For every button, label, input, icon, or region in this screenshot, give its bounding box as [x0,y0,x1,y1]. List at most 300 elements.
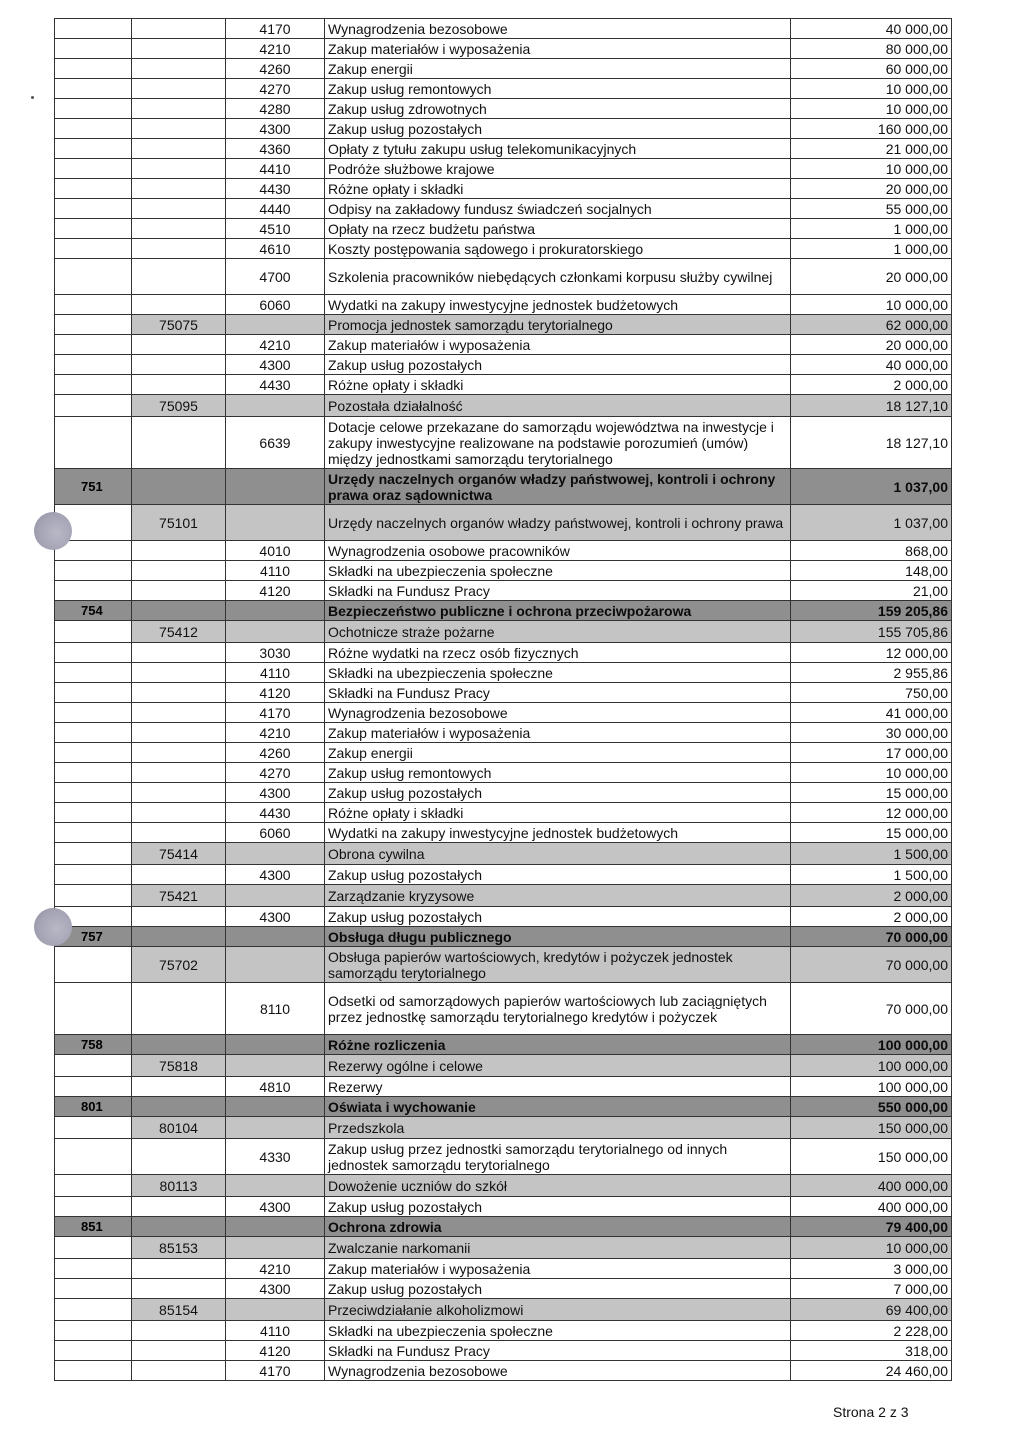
paragraf-code: 4270 [226,79,325,99]
dzial-code [55,417,132,469]
dzial-code [55,643,132,663]
item-name: Różne wydatki na rzecz osób fizycznych [325,643,791,663]
amount: 15 000,00 [791,783,952,803]
paragraf-code: 4700 [226,259,325,295]
paragraf-code [226,601,325,621]
rozdzial-code: 80113 [132,1175,226,1197]
item-name: Obrona cywilna [325,843,791,865]
dzial-code [55,259,132,295]
paragraf-row [55,823,952,843]
item-name: Koszty postępowania sądowego i prokuratorskiego [325,239,791,259]
amount: 868,00 [791,541,952,561]
rozdzial-code [132,39,226,59]
budget-table [54,18,952,1381]
rozdzial-code [132,865,226,885]
rozdzial-code [132,179,226,199]
item-name: Zakup usług pozostałych [325,1197,791,1217]
dzial-code [55,803,132,823]
paragraf-row [55,723,952,743]
item-name: Składki na ubezpieczenia społeczne [325,663,791,683]
paragraf-code [226,927,325,947]
dzial-code [55,219,132,239]
paragraf-code [226,843,325,865]
rozdzial-row [55,1175,952,1197]
dzial-code [55,375,132,395]
rozdzial-code [132,199,226,219]
punch-hole [34,512,72,550]
dzial-code [55,295,132,315]
rozdzial-code [132,219,226,239]
dzial-code [55,1321,132,1341]
paragraf-row [55,19,952,39]
rozdzial-code [132,119,226,139]
rozdzial-code [132,561,226,581]
rozdzial-row [55,395,952,417]
amount: 10 000,00 [791,79,952,99]
item-name: Podróże służbowe krajowe [325,159,791,179]
paragraf-code [226,1117,325,1139]
item-name: Promocja jednostek samorządu terytorialnego [325,315,791,335]
dzial-code [55,683,132,703]
rozdzial-code: 75412 [132,621,226,643]
dzial-row [55,927,952,947]
dzial-code [55,1341,132,1361]
amount: 100 000,00 [791,1077,952,1097]
rozdzial-code: 75101 [132,505,226,541]
paragraf-row [55,79,952,99]
dzial-code [55,885,132,907]
paragraf-row [55,581,952,601]
amount: 3 000,00 [791,1259,952,1279]
dzial-code [55,703,132,723]
dzial-code [55,783,132,803]
paragraf-code: 4300 [226,865,325,885]
amount: 2 000,00 [791,885,952,907]
item-name: Ochotnicze straże pożarne [325,621,791,643]
item-name: Zakup usług zdrowotnych [325,99,791,119]
paragraf-row [55,417,952,469]
paragraf-row [55,259,952,295]
rozdzial-code [132,723,226,743]
dzial-code [55,621,132,643]
amount: 55 000,00 [791,199,952,219]
rozdzial-row [55,1055,952,1077]
paragraf-code: 4170 [226,19,325,39]
amount: 79 400,00 [791,1217,952,1237]
paragraf-row [55,643,952,663]
dzial-code: 754 [55,601,132,621]
dzial-row [55,1035,952,1055]
dzial-code: 751 [55,469,132,505]
paragraf-code: 4260 [226,743,325,763]
paragraf-row [55,295,952,315]
paragraf-code: 6060 [226,295,325,315]
paragraf-row [55,1077,952,1097]
item-name: Rezerwy ogólne i celowe [325,1055,791,1077]
item-name: Urzędy naczelnych organów władzy państwowej, kontroli i ochrony prawa [325,505,791,541]
rozdzial-code [132,643,226,663]
amount: 12 000,00 [791,803,952,823]
paragraf-row [55,219,952,239]
rozdzial-code [132,159,226,179]
rozdzial-code [132,601,226,621]
paragraf-code [226,1035,325,1055]
amount: 100 000,00 [791,1055,952,1077]
paragraf-code: 4330 [226,1139,325,1175]
paragraf-code [226,315,325,335]
paragraf-row [55,335,952,355]
paragraf-code: 8110 [226,983,325,1035]
paragraf-code [226,1217,325,1237]
item-name: Wynagrodzenia bezosobowe [325,19,791,39]
amount: 318,00 [791,1341,952,1361]
dzial-code [55,1299,132,1321]
amount: 10 000,00 [791,763,952,783]
item-name: Różne opłaty i składki [325,179,791,199]
rozdzial-code [132,927,226,947]
item-name: Zakup usług pozostałych [325,907,791,927]
paragraf-code: 4210 [226,335,325,355]
paragraf-row [55,139,952,159]
rozdzial-code [132,803,226,823]
rozdzial-code [132,783,226,803]
paragraf-code: 4300 [226,1279,325,1299]
rozdzial-code [132,79,226,99]
item-name: Różne opłaty i składki [325,375,791,395]
item-name: Zakup materiałów i wyposażenia [325,1259,791,1279]
paragraf-row [55,1279,952,1299]
dzial-code [55,39,132,59]
rozdzial-code [132,469,226,505]
dzial-code [55,1279,132,1299]
dzial-code [55,59,132,79]
rozdzial-code [132,335,226,355]
paragraf-row [55,375,952,395]
dzial-code [55,1175,132,1197]
paragraf-code: 4410 [226,159,325,179]
rozdzial-code [132,1259,226,1279]
rozdzial-code [132,1321,226,1341]
dzial-code [55,581,132,601]
dzial-code [55,663,132,683]
paragraf-row [55,803,952,823]
amount: 155 705,86 [791,621,952,643]
item-name: Zakup usług przez jednostki samorządu terytorialnego od innych jednostek samorządu terytorialnego [325,1139,791,1175]
amount: 2 000,00 [791,907,952,927]
dzial-code [55,561,132,581]
punch-hole [34,908,72,946]
paragraf-code: 4110 [226,561,325,581]
amount: 20 000,00 [791,335,952,355]
item-name: Odpisy na zakładowy fundusz świadczeń socjalnych [325,199,791,219]
dzial-code: 851 [55,1217,132,1237]
amount: 41 000,00 [791,703,952,723]
paragraf-row [55,99,952,119]
paragraf-row [55,39,952,59]
rozdzial-code [132,1361,226,1381]
item-name: Zakup energii [325,59,791,79]
dzial-code [55,335,132,355]
dzial-code [55,119,132,139]
amount: 10 000,00 [791,295,952,315]
paragraf-code: 4260 [226,59,325,79]
rozdzial-row [55,315,952,335]
dzial-row [55,601,952,621]
paragraf-code: 4270 [226,763,325,783]
item-name: Zakup materiałów i wyposażenia [325,335,791,355]
paragraf-code: 4120 [226,683,325,703]
paragraf-row [55,541,952,561]
rozdzial-code: 75075 [132,315,226,335]
paragraf-code: 4510 [226,219,325,239]
item-name: Wynagrodzenia bezosobowe [325,703,791,723]
item-name: Różne rozliczenia [325,1035,791,1055]
rozdzial-code [132,1341,226,1361]
dzial-code [55,763,132,783]
paragraf-row [55,159,952,179]
amount: 750,00 [791,683,952,703]
item-name: Przeciwdziałanie alkoholizmowi [325,1299,791,1321]
item-name: Wynagrodzenia osobowe pracowników [325,541,791,561]
amount: 7 000,00 [791,1279,952,1299]
amount: 1 500,00 [791,843,952,865]
item-name: Oświata i wychowanie [325,1097,791,1117]
dzial-code [55,159,132,179]
paragraf-row [55,1321,952,1341]
amount: 150 000,00 [791,1117,952,1139]
amount: 20 000,00 [791,259,952,295]
item-name: Zakup materiałów i wyposażenia [325,39,791,59]
rozdzial-row [55,947,952,983]
paragraf-row [55,683,952,703]
amount: 60 000,00 [791,59,952,79]
rozdzial-code [132,99,226,119]
rozdzial-row [55,1117,952,1139]
paragraf-code: 4430 [226,803,325,823]
rozdzial-code [132,355,226,375]
item-name: Zwalczanie narkomanii [325,1237,791,1259]
dzial-code: 758 [55,1035,132,1055]
item-name: Opłaty z tytułu zakupu usług telekomunikacyjnych [325,139,791,159]
rozdzial-code [132,743,226,763]
rozdzial-code [132,59,226,79]
paragraf-row [55,983,952,1035]
rozdzial-code [132,1139,226,1175]
paragraf-code [226,1097,325,1117]
paragraf-row [55,1139,952,1175]
item-name: Zakup usług pozostałych [325,1279,791,1299]
rozdzial-code [132,1217,226,1237]
rozdzial-code [132,259,226,295]
dzial-code [55,947,132,983]
paragraf-code [226,885,325,907]
dzial-row [55,1097,952,1117]
paragraf-code: 4210 [226,1259,325,1279]
rozdzial-row [55,1299,952,1321]
paragraf-code: 6639 [226,417,325,469]
item-name: Wynagrodzenia bezosobowe [325,1361,791,1381]
amount: 24 460,00 [791,1361,952,1381]
amount: 10 000,00 [791,1237,952,1259]
amount: 2 228,00 [791,1321,952,1341]
rozdzial-code [132,239,226,259]
dzial-code [55,723,132,743]
paragraf-code: 4210 [226,39,325,59]
paragraf-row [55,763,952,783]
paragraf-row [55,907,952,927]
dzial-code [55,1139,132,1175]
rozdzial-code [132,1279,226,1299]
paragraf-code: 4280 [226,99,325,119]
paragraf-code [226,947,325,983]
amount: 1 037,00 [791,505,952,541]
rozdzial-code [132,295,226,315]
paragraf-code: 4300 [226,783,325,803]
paragraf-row [55,783,952,803]
rozdzial-code [132,823,226,843]
dzial-code [55,139,132,159]
dzial-code [55,355,132,375]
paragraf-row [55,1197,952,1217]
item-name: Zakup materiałów i wyposażenia [325,723,791,743]
paragraf-code: 4300 [226,1197,325,1217]
paragraf-code: 4300 [226,355,325,375]
dzial-code [55,1077,132,1097]
amount: 18 127,10 [791,417,952,469]
item-name: Zakup usług pozostałych [325,783,791,803]
amount: 1 500,00 [791,865,952,885]
amount: 400 000,00 [791,1197,952,1217]
paragraf-code [226,395,325,417]
paragraf-row [55,703,952,723]
item-name: Obsługa długu publicznego [325,927,791,947]
item-name: Składki na Fundusz Pracy [325,581,791,601]
rozdzial-code: 75818 [132,1055,226,1077]
item-name: Zakup usług pozostałych [325,119,791,139]
paragraf-code: 4300 [226,119,325,139]
dzial-code [55,1055,132,1077]
amount: 2 955,86 [791,663,952,683]
amount: 40 000,00 [791,355,952,375]
paragraf-row [55,199,952,219]
amount: 70 000,00 [791,947,952,983]
rozdzial-code [132,541,226,561]
amount: 159 205,86 [791,601,952,621]
paragraf-row [55,119,952,139]
dzial-code [55,199,132,219]
rozdzial-code [132,907,226,927]
amount: 18 127,10 [791,395,952,417]
rozdzial-code [132,417,226,469]
item-name: Ochrona zdrowia [325,1217,791,1237]
paragraf-code: 4110 [226,663,325,683]
paragraf-code [226,505,325,541]
paragraf-row [55,743,952,763]
rozdzial-row [55,885,952,907]
dzial-code: 757 [55,927,132,947]
item-name: Bezpieczeństwo publiczne i ochrona przeciwpożarowa [325,601,791,621]
item-name: Rezerwy [325,1077,791,1097]
item-name: Zakup usług remontowych [325,79,791,99]
amount: 80 000,00 [791,39,952,59]
item-name: Zakup usług remontowych [325,763,791,783]
paragraf-code [226,1299,325,1321]
item-name: Zakup usług pozostałych [325,865,791,885]
amount: 69 400,00 [791,1299,952,1321]
amount: 400 000,00 [791,1175,952,1197]
rozdzial-code [132,683,226,703]
item-name: Składki na ubezpieczenia społeczne [325,561,791,581]
rozdzial-row [55,505,952,541]
rozdzial-row [55,1237,952,1259]
dzial-code [55,99,132,119]
amount: 1 037,00 [791,469,952,505]
dzial-code [55,395,132,417]
paragraf-code: 4210 [226,723,325,743]
amount: 550 000,00 [791,1097,952,1117]
item-name: Szkolenia pracowników niebędących członkami korpusu służby cywilnej [325,259,791,295]
dzial-code [55,1237,132,1259]
amount: 21,00 [791,581,952,601]
amount: 150 000,00 [791,1139,952,1175]
paragraf-row [55,59,952,79]
item-name: Dotacje celowe przekazane do samorządu województwa na inwestycje i zakupy inwestycyjne realizowane na podstawie porozumień (umów) między jednostkami samorządu terytorialnego [325,417,791,469]
dzial-row [55,469,952,505]
paragraf-code: 4430 [226,179,325,199]
item-name: Zakup energii [325,743,791,763]
amount: 40 000,00 [791,19,952,39]
amount: 12 000,00 [791,643,952,663]
scan-speck [31,96,34,99]
amount: 62 000,00 [791,315,952,335]
paragraf-code: 4440 [226,199,325,219]
rozdzial-code [132,375,226,395]
amount: 10 000,00 [791,99,952,119]
paragraf-code: 4170 [226,703,325,723]
dzial-code [55,743,132,763]
item-name: Obsługa papierów wartościowych, kredytów i pożyczek jednostek samorządu terytorialnego [325,947,791,983]
item-name: Dowożenie uczniów do szkół [325,1175,791,1197]
item-name: Składki na Fundusz Pracy [325,683,791,703]
paragraf-code [226,621,325,643]
amount: 148,00 [791,561,952,581]
paragraf-row [55,1259,952,1279]
dzial-code [55,315,132,335]
amount: 2 000,00 [791,375,952,395]
rozdzial-code: 85154 [132,1299,226,1321]
rozdzial-code: 85153 [132,1237,226,1259]
item-name: Opłaty na rzecz budżetu państwa [325,219,791,239]
amount: 70 000,00 [791,927,952,947]
dzial-code [55,239,132,259]
paragraf-code: 3030 [226,643,325,663]
dzial-code [55,1361,132,1381]
item-name: Odsetki od samorządowych papierów wartościowych lub zaciągniętych przez jednostkę samorządu terytorialnego kredytów i pożyczek [325,983,791,1035]
item-name: Zakup usług pozostałych [325,355,791,375]
paragraf-row [55,865,952,885]
rozdzial-code: 80104 [132,1117,226,1139]
paragraf-code [226,1175,325,1197]
paragraf-code: 4430 [226,375,325,395]
amount: 160 000,00 [791,119,952,139]
paragraf-code: 6060 [226,823,325,843]
rozdzial-code: 75095 [132,395,226,417]
paragraf-code: 4300 [226,907,325,927]
paragraf-code: 4120 [226,581,325,601]
paragraf-code [226,469,325,505]
amount: 15 000,00 [791,823,952,843]
rozdzial-code [132,1077,226,1097]
